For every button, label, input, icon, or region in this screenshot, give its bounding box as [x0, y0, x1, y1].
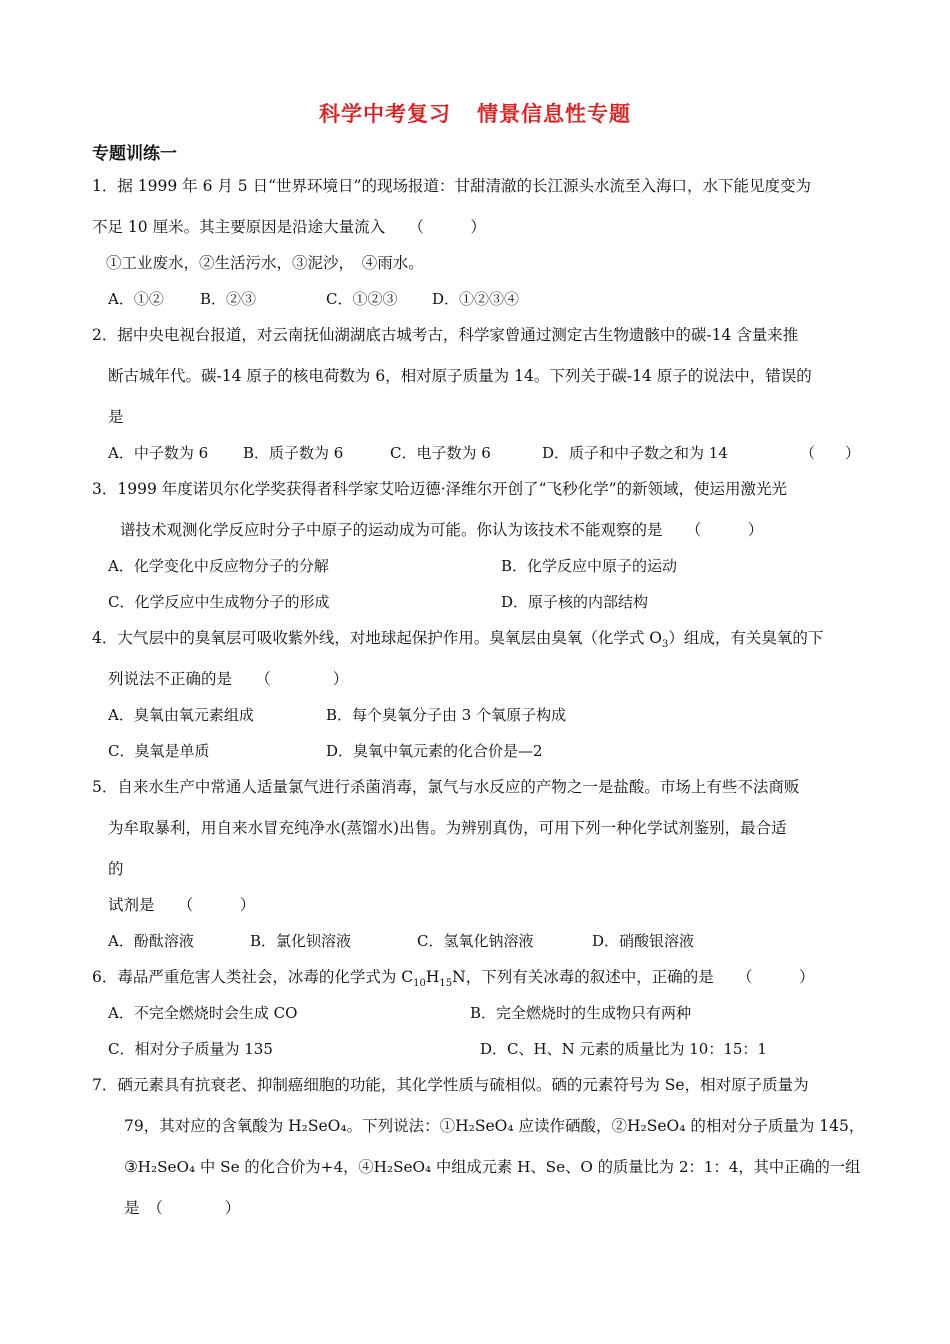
q4-option-a: A．臭氧由氧元素组成 [108, 706, 254, 724]
q7-line-1: 7．硒元素具有抗衰老、抑制癌细胞的功能，其化学性质与硫相似。硒的元素符号为 Se，相对原子质量为 [92, 1076, 809, 1094]
q6-option-b: B．完全燃烧时的生成物只有两种 [470, 1004, 692, 1022]
q6-option-a: A．不完全燃烧时会生成 CO [108, 1004, 298, 1022]
q5-line-4: 试剂是 （ ） [108, 896, 256, 914]
q6-option-d: D．C、H、N 元素的质量比为 10：15：1 [480, 1040, 767, 1058]
q4-option-b: B．每个臭氧分子由 3 个氧原子构成 [326, 706, 567, 724]
carbon-subscript: 10 [413, 978, 426, 990]
q2-option-a: A．中子数为 6 [108, 444, 209, 462]
q2-line-1: 2．据中央电视台报道，对云南抚仙湖湖底古城考古，科学家曾通过测定古生物遗骸中的碳-14 含量来推 [92, 326, 799, 344]
q1-line-2: 不足 10 厘米。其主要原因是沿途大量流入 （ ） [92, 218, 486, 236]
q3-option-a: A．化学变化中反应物分子的分解 [108, 557, 329, 575]
q4-line-1-a: 4．大气层中的臭氧层可吸收紫外线，对地球起保护作用。臭氧层由臭氧（化学式 O [92, 629, 662, 647]
hydrogen-subscript: 15 [439, 978, 453, 990]
ozone-subscript: 3 [662, 639, 669, 651]
q1-option-b: B．②③ [200, 290, 257, 308]
q6-line-1 [92, 967, 814, 994]
q3-line-1: 3．1999 年度诺贝尔化学奖获得者科学家艾哈迈德·泽维尔开创了“飞秒化学”的新领域，使运用激光光 [92, 480, 788, 498]
q3-option-c: C．化学反应中生成物分子的形成 [108, 593, 330, 611]
q6-line-1-a: 6．毒品严重危害人类社会，冰毒的化学式为 C [92, 968, 414, 986]
q1-line-1: 1．据 1999 年 6 月 5 日“世界环境日”的现场报道：甘甜清澈的长江源头水流至入海口，水下能见度变为 [92, 177, 811, 195]
q1-line-3: ①工业废水，②生活污水，③泥沙， ④雨水。 [106, 254, 424, 272]
q7-line-4: 是 （ ） [124, 1199, 241, 1217]
q4-option-d: D．臭氧中氧元素的化合价是—2 [326, 742, 543, 760]
q1-option-c: C．①②③ [326, 290, 398, 308]
page-title [0, 98, 950, 128]
q1-option-a: A．①② [108, 290, 164, 308]
q2-line-2: 断古城年代。碳-14 原子的核电荷数为 6，相对原子质量为 14。下列关于碳-14 原子的说法中，错误的 [108, 367, 812, 385]
title-part-1: 科学中考复习 [319, 102, 451, 126]
q2-option-c: C．电子数为 6 [390, 444, 491, 462]
q5-option-d: D．硝酸银溶液 [592, 932, 695, 950]
q2-line-3: 是 [108, 408, 124, 426]
q5-option-a: A．酚酞溶液 [108, 932, 194, 950]
q1-option-d: D．①②③④ [432, 290, 520, 308]
section-heading: 专题训练一 [92, 144, 177, 164]
q4-line-1 [92, 628, 823, 655]
q7-line-2: 79，其对应的含氧酸为 H₂SeO₄。下列说法：①H₂SeO₄ 应读作硒酸，②H₂SeO₄ 的相对分子质量为 145， [124, 1117, 865, 1135]
q3-option-b: B．化学反应中原子的运动 [501, 557, 678, 575]
q5-option-c: C．氢氧化钠溶液 [417, 932, 534, 950]
hydrogen-symbol: H [425, 968, 440, 986]
q2-option-b: B．质子数为 6 [243, 444, 344, 462]
q2-answer-paren: （ ） [800, 444, 861, 462]
q5-line-3: 的 [108, 860, 124, 878]
q3-option-d: D．原子核的内部结构 [501, 593, 649, 611]
q5-option-b: B．氯化钡溶液 [250, 932, 352, 950]
q4-line-2: 列说法不正确的是 （ ） [108, 670, 349, 688]
q3-line-2: 谱技术观测化学反应时分子中原子的运动成为可能。你认为该技术不能观察的是 （ ） [120, 521, 764, 539]
q7-line-3: ③H₂SeO₄ 中 Se 的化合价为+4，④H₂SeO₄ 中组成元素 H、Se、O 的质量比为 2：1：4，其中正确的一组 [124, 1158, 861, 1176]
q6-option-c: C．相对分子质量为 135 [108, 1040, 273, 1058]
q4-option-c: C．臭氧是单质 [108, 742, 210, 760]
q5-line-2: 为牟取暴利，用自来水冒充纯净水(蒸馏水)出售。为辨别真伪，可用下列一种化学试剂鉴别，最合适 [108, 819, 787, 837]
title-part-2: 情景信息性专题 [477, 102, 631, 126]
q2-option-d: D．质子和中子数之和为 14 [542, 444, 728, 462]
q6-line-1-b: N，下列有关冰毒的叙述中，正确的是 （ ） [452, 968, 815, 986]
q5-line-1: 5．自来水生产中常通人适量氯气进行杀菌消毒，氯气与水反应的产物之一是盐酸。市场上有些不法商贩 [92, 778, 800, 796]
q4-line-1-b: ）组成，有关臭氧的下 [668, 629, 824, 647]
